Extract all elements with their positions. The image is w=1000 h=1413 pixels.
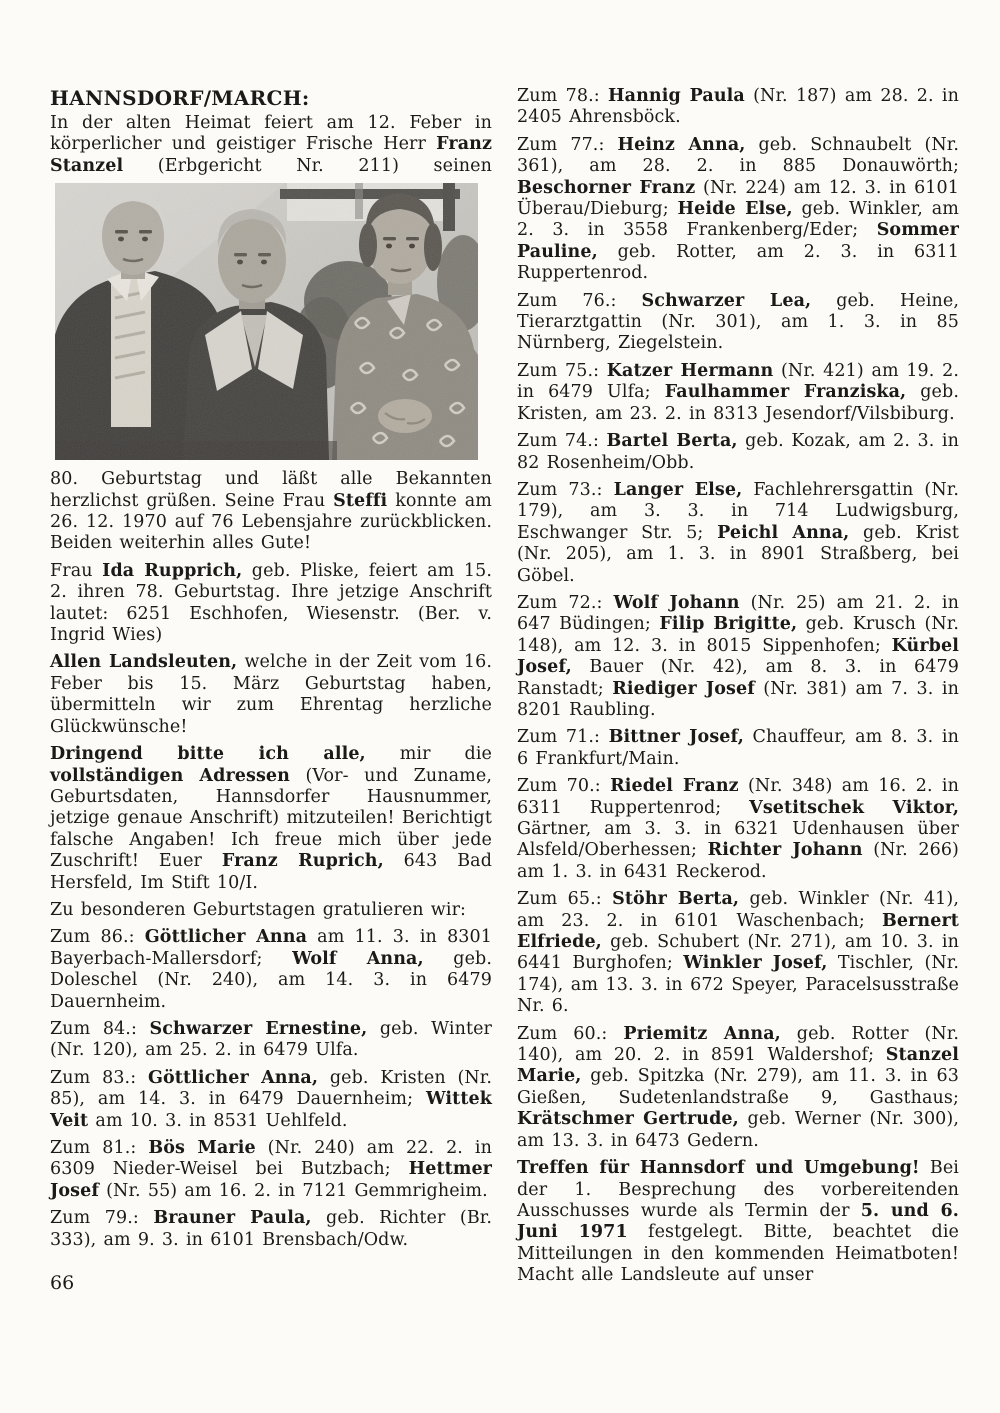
paragraph: Zum 75.: Katzer Hermann (Nr. 421) am 19. 2. in 6479 Ulfa; Faulhammer Franziska, geb. Kristen, am 23. 2. in 8313 Jesendorf/Vilsbiburg. [517, 360, 959, 424]
paragraph: Zum 70.: Riedel Franz (Nr. 348) am 16. 2. in 6311 Ruppertenrod; Vsetitschek Viktor, Gärtner, am 3. 3. in 6321 Udenhausen über Alsfeld/Oberhessen; Richter Johann (Nr. 266) am 1. 3. in 6431 Reckerod. [517, 776, 960, 882]
paragraph: Zum 60.: Priemitz Anna, geb. Rotter (Nr. 140), am 20. 2. in 8591 Waldershof; Stanzel Marie, geb. Spitzka (Nr. 279), am 11. 3. in 63 Gießen, Sudetenlandstraße 9, Gasthaus; Krätschmer Gertrude, geb. Werner (Nr. 300), am 13. 3. in 6473 Gedern. [517, 1023, 960, 1151]
page-number: 66 [50, 1272, 75, 1294]
paragraph: Treffen für Hannsdorf und Umgebung! Bei der 1. Besprechung des vorbereitenden Ausschusses wurde als Termin der 5. und 6. Juni 1971 festgelegt. Bitte, beachtet die Mitteilungen in den kommenden Heimatboten! Macht alle Landsleute auf unser [517, 1158, 959, 1286]
paragraph: Zum 79.: Brauner Paula, geb. Richter (Br. 333), am 9. 3. in 6101 Brensbach/Odw. [50, 1208, 492, 1250]
paragraph: Zu besonderen Geburtstagen gratulieren wir: [50, 899, 467, 920]
paragraph: Zum 71.: Bittner Josef, Chauffeur, am 8. 3. in 6 Frankfurt/Main. [517, 727, 959, 769]
paragraph: 80. Geburtstag und läßt alle Bekannten herzlichst grüßen. Seine Frau Steffi konnte am 26. 12. 1970 auf 76 Lebensjahre zurückblicken. Beiden weiterhin alles Gute! [50, 469, 492, 554]
paragraph: Allen Landsleuten, welche in der Zeit vom 16. Feber bis 15. März Geburtstag haben, übermitteln wir zum Ehrentag herzliche Glückwünsche! [50, 652, 492, 737]
left-column [50, 86, 492, 1257]
paragraph: Zum 74.: Bartel Berta, geb. Kozak, am 2. 3. in 82 Rosenheim/Obb. [517, 431, 959, 473]
paragraph: Zum 77.: Heinz Anna, geb. Schnaubelt (Nr. 361), am 28. 2. in 885 Donauwörth; Beschorner Franz (Nr. 224) am 12. 3. in 6101 Überau/Dieburg; Heide Else, geb. Winkler, am 2. 3. in 3558 Frankenberg/Eder; Sommer Pauline, geb. Rotter, am 2. 3. in 6311 Ruppertenrod. [517, 134, 960, 284]
paragraph: Zum 72.: Wolf Johann (Nr. 25) am 21. 2. in 647 Büdingen; Filip Brigitte, geb. Krusch (Nr. 148), am 12. 3. in 8015 Sippenhofen; Kürbel Josef, Bauer (Nr. 42), am 8. 3. in 6479 Ranstadt; Riediger Josef (Nr. 381) am 7. 3. in 8201 Raubling. [517, 592, 959, 720]
paragraph: Zum 78.: Hannig Paula (Nr. 187) am 28. 2. in 2405 Ahrensböck. [517, 86, 959, 128]
paragraph: Zum 76.: Schwarzer Lea, geb. Heine, Tierarztgattin (Nr. 301), am 1. 3. in 85 Nürnberg, Ziegelstein. [517, 290, 960, 354]
paragraph: Frau Ida Rupprich, geb. Pliske, feiert am 15. 2. ihren 78. Geburtstag. Ihre jetzige Anschrift lautet: 6251 Eschhofen, Wiesenstr. (Ber. v. Ingrid Wies) [50, 560, 492, 646]
group-photo [55, 183, 478, 460]
paragraph: Zum 86.: Göttlicher Anna am 11. 3. in 8301 Bayerbach-Mallersdorf; Wolf Anna, geb. Doleschel (Nr. 240), am 14. 3. in 6479 Dauernheim. [50, 927, 493, 1012]
paragraph: Zum 73.: Langer Else, Fachlehrersgattin (Nr. 179), am 3. 3. in 714 Ludwigsburg, Eschwanger Str. 5; Peichl Anna, geb. Krist (Nr. 205), am 1. 3. in 8901 Straßberg, bei Göbel. [517, 479, 959, 586]
right-column [517, 86, 959, 1293]
paragraph: In der alten Heimat feiert am 12. Feber in körperlicher und geistiger Frische Herr Franz Stanzel (Erbgericht Nr. 211) seinen [50, 113, 492, 176]
section-heading: HANNSDORF/MARCH: [50, 86, 310, 110]
paragraph: Zum 81.: Bös Marie (Nr. 240) am 22. 2. in 6309 Nieder-Weisel bei Butzbach; Hettmer Josef (Nr. 55) am 16. 2. in 7121 Gemmrigheim. [50, 1138, 492, 1201]
photo-grain [55, 183, 478, 460]
paragraph: Zum 84.: Schwarzer Ernestine, geb. Winter (Nr. 120), am 25. 2. in 6479 Ulfa. [50, 1018, 493, 1061]
paragraph: Zum 65.: Stöhr Berta, geb. Winkler (Nr. 41), am 23. 2. in 6101 Waschenbach; Bernert Elfriede, geb. Schubert (Nr. 271), am 10. 3. in 6441 Burghofen; Winkler Josef, Tischler, (Nr. 174), am 13. 3. in 672 Speyer, Paracelsusstraße Nr. 6. [517, 889, 959, 1017]
paragraph: Zum 83.: Göttlicher Anna, geb. Kristen (Nr. 85), am 14. 3. in 6479 Dauernheim; Wittek Veit am 10. 3. in 8531 Uehlfeld. [50, 1067, 493, 1131]
paragraph: Dringend bitte ich alle, mir die vollständigen Adressen (Vor- und Zuname, Geburtsdaten, Hannsdorfer Hausnummer, jetzige genaue Anschrift) mitzuteilen! Berichtigt falsche Angaben! Ich freue mich über jede Zuschrift! Euer Franz Ruprich, 643 Bad Hersfeld, Im Stift 10/I. [50, 744, 492, 893]
